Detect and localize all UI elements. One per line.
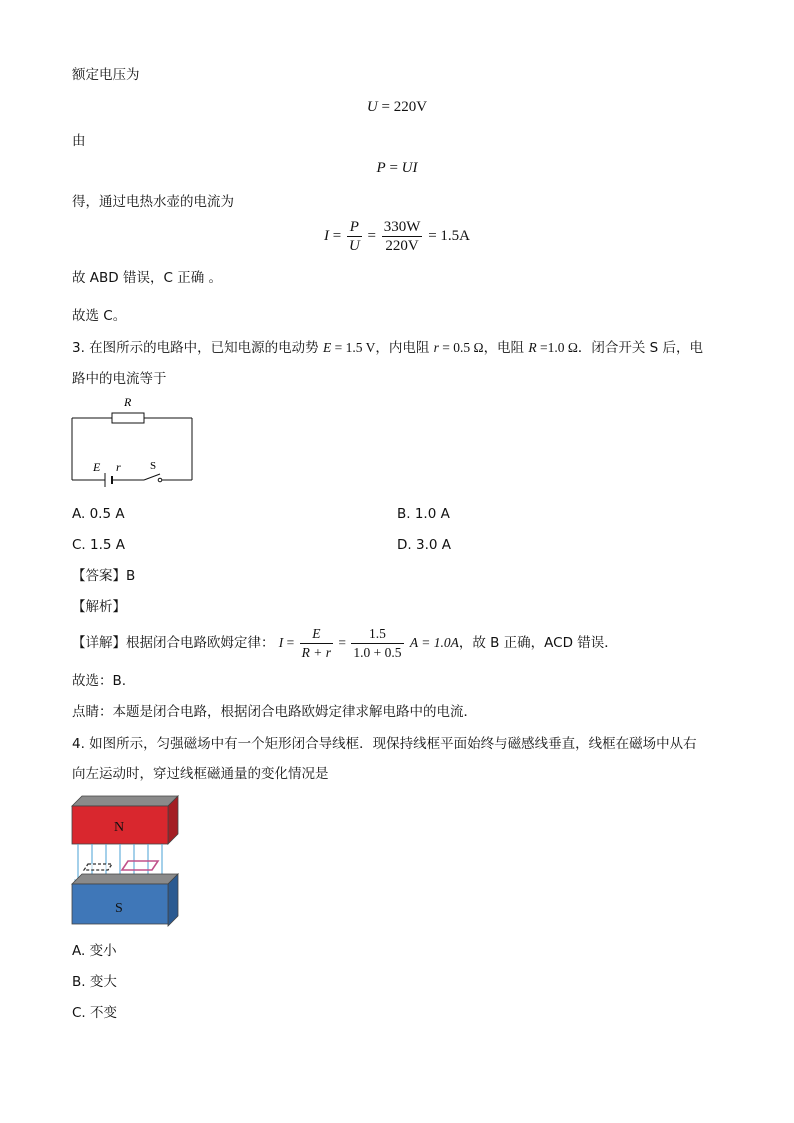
q3-option-c: C. 1.5 A	[72, 537, 126, 553]
north-top-face	[72, 796, 178, 806]
q3-option-a: A. 0.5 A	[72, 506, 125, 522]
q4-option-a: A. 变小	[72, 943, 117, 959]
q4-option-b: B. 变大	[72, 974, 117, 990]
q4-stem-line1: 4. 如图所示，匀强磁场中有一个矩形闭合导线框．现保持线框平面始终与磁感线垂直，线框在磁场中从右	[72, 736, 697, 752]
by-label: 由	[72, 133, 86, 149]
loop-solid	[122, 861, 158, 870]
current-equation: I = $\frac{P}{U}$ = $\frac{330W}{220V}$ = 1.5A	[323, 219, 470, 254]
emf-label: E	[93, 460, 101, 474]
q3-detail: 【详解】根据闭合电路欧姆定律： I = $\frac{E}{R + r}$ = $\frac{1.5}{1.0 + 0.5}$ A = 1.0A，故 B 正确，ACD 错误．	[72, 625, 618, 660]
power-equation: P = UI	[376, 160, 418, 176]
resistor-label: R	[124, 395, 132, 409]
current-label: 得，通过电热水壶的电流为	[72, 194, 234, 210]
answer-tag: 【答案】	[72, 568, 126, 584]
q3-stem-line1: 3. 在图所示的电路中，已知电源的电动势 E = 1.5 V，内电阻 r = 0.5 Ω，电阻 R =1.0 Ω．闭合开关 S 后，电	[72, 340, 704, 356]
q3-choice: 故选：B.	[72, 673, 127, 689]
rated-voltage-label: 额定电压为	[72, 67, 140, 83]
voltage-equation: U = 220V	[366, 99, 428, 115]
south-label: S	[115, 901, 123, 916]
switch-contact	[158, 478, 162, 482]
q3-option-d: D. 3.0 A	[397, 537, 451, 553]
internal-resistance-label: r	[116, 460, 121, 474]
q3-stem-line2: 路中的电流等于	[72, 371, 167, 387]
answer-value: B	[126, 568, 136, 584]
choice-text: 故选 C。	[72, 308, 127, 324]
q3-note: 点睛：本题是闭合电路，根据闭合电路欧姆定律求解电路中的电流．	[72, 704, 477, 720]
switch-blade	[144, 474, 160, 480]
north-label: N	[114, 820, 125, 835]
switch-label: S	[150, 460, 157, 472]
q4-magnet-diagram	[70, 794, 182, 928]
loop-dashed	[84, 864, 112, 870]
q3-option-b: B. 1.0 A	[397, 506, 450, 522]
south-top-face	[72, 874, 178, 884]
resistor-R	[112, 413, 144, 423]
q4-stem-line2: 向左运动时，穿过线框磁通量的变化情况是	[72, 766, 329, 782]
q3-analysis-tag: 【解析】	[72, 599, 126, 615]
q3-circuit-diagram	[68, 394, 198, 490]
q3-answer	[72, 567, 135, 585]
conclusion-text: 故 ABD 错误，C 正确 。	[72, 270, 222, 286]
q4-option-c: C. 不变	[72, 1005, 118, 1021]
